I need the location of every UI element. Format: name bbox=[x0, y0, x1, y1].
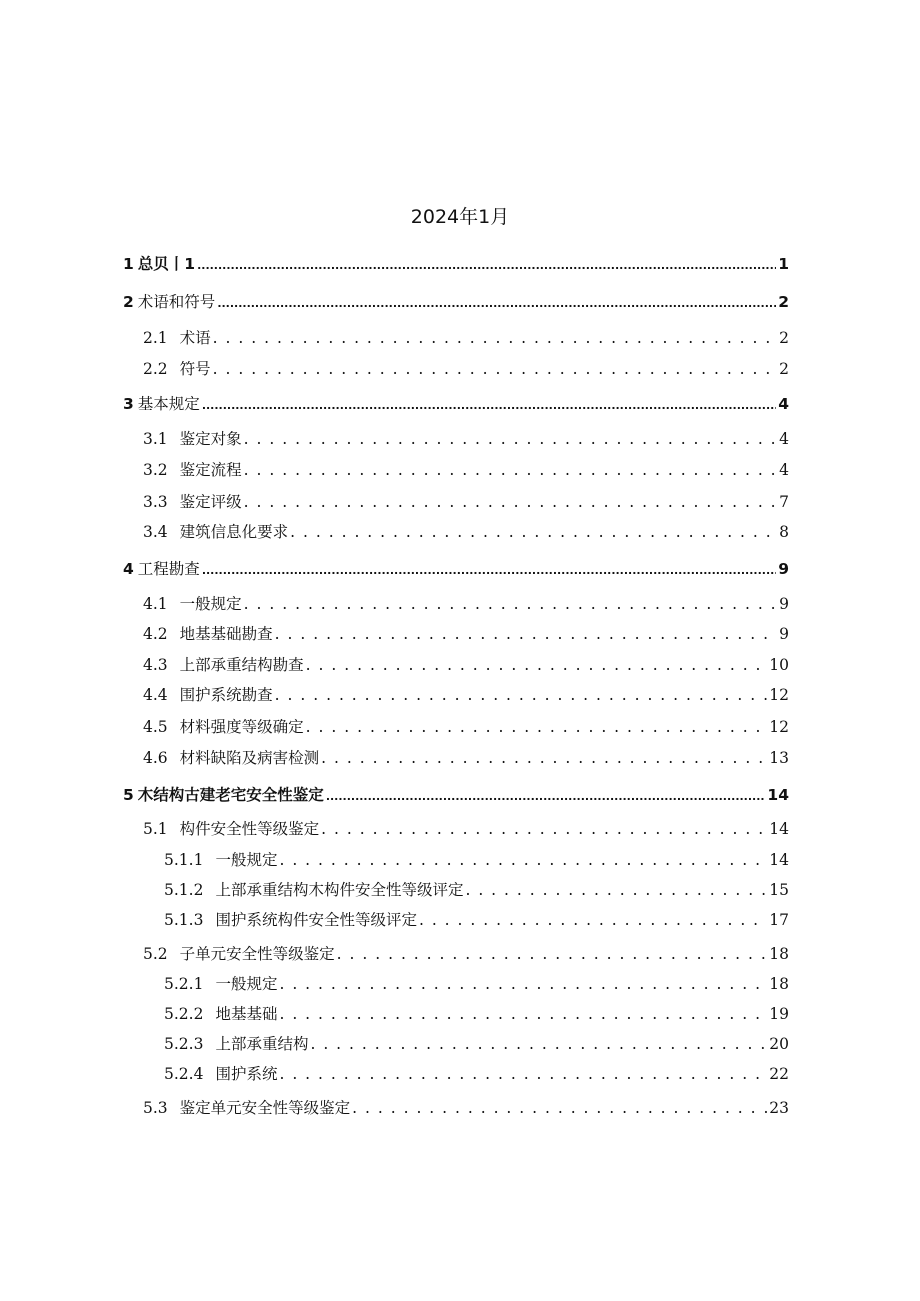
dot-leader bbox=[244, 427, 777, 451]
toc-entry-page-number: 18 bbox=[769, 945, 789, 963]
toc-entry-page-number: 13 bbox=[769, 749, 789, 767]
toc-entry-4-4[interactable] bbox=[143, 683, 789, 707]
dot-leader bbox=[275, 683, 768, 707]
toc-entry-title: 一般规定 bbox=[215, 975, 278, 993]
toc-entry-4-2[interactable] bbox=[143, 622, 789, 646]
dot-leader bbox=[213, 326, 777, 350]
toc-entry-number: 4 bbox=[123, 560, 134, 578]
dot-leader bbox=[306, 653, 768, 677]
toc-entry-page-number: 1 bbox=[778, 255, 789, 273]
toc-entry-4-6[interactable] bbox=[143, 746, 789, 770]
toc-entry-title: 一般规定 bbox=[215, 851, 278, 869]
toc-entry-4[interactable] bbox=[123, 557, 789, 581]
dot-leader bbox=[275, 622, 777, 646]
toc-entry-number: 5.1.2 bbox=[164, 881, 204, 899]
dot-leader bbox=[197, 252, 776, 278]
toc-entry-number: 3.4 bbox=[143, 523, 168, 541]
dot-leader bbox=[337, 942, 768, 966]
toc-entry-number: 4.5 bbox=[143, 718, 168, 736]
toc-entry-number: 5.2.2 bbox=[164, 1005, 204, 1023]
toc-entry-number: 4.1 bbox=[143, 595, 168, 613]
toc-entry-title: 上部承重结构 bbox=[215, 1035, 309, 1053]
dot-leader bbox=[202, 557, 776, 583]
toc-entry-page-number: 17 bbox=[769, 911, 789, 929]
dot-leader bbox=[326, 783, 766, 809]
toc-entry-page-number: 20 bbox=[769, 1035, 789, 1053]
toc-entry-5-2-4[interactable] bbox=[164, 1062, 789, 1086]
toc-entry-2[interactable] bbox=[123, 290, 789, 314]
toc-entry-page-number: 7 bbox=[779, 493, 789, 511]
toc-entry-page-number: 22 bbox=[769, 1065, 789, 1083]
dot-leader bbox=[279, 1002, 767, 1026]
toc-entry-number: 4.3 bbox=[143, 656, 168, 674]
toc-entry-page-number: 23 bbox=[769, 1099, 789, 1117]
toc-entry-title: 围护系统 bbox=[215, 1065, 278, 1083]
toc-entry-page-number: 4 bbox=[779, 461, 789, 479]
dot-leader bbox=[306, 715, 768, 739]
toc-entry-5-1-2[interactable] bbox=[164, 878, 789, 902]
toc-entry-title: 术语和符号 bbox=[137, 293, 216, 311]
toc-entry-number: 2 bbox=[123, 293, 134, 311]
toc-entry-page-number: 18 bbox=[769, 975, 789, 993]
toc-entry-3-2[interactable] bbox=[143, 458, 789, 482]
toc-entry-title: 术语 bbox=[179, 329, 211, 347]
toc-entry-page-number: 4 bbox=[778, 395, 789, 413]
toc-entry-title: 鉴定评级 bbox=[179, 493, 242, 511]
toc-entry-5-1[interactable] bbox=[143, 817, 789, 841]
dot-leader bbox=[244, 490, 777, 514]
toc-entry-title: 木结构古建老宅安全性鉴定 bbox=[137, 786, 324, 804]
toc-entry-page-number: 9 bbox=[779, 595, 789, 613]
toc-entry-number: 5.3 bbox=[143, 1099, 168, 1117]
toc-entry-title: 地基基础勘查 bbox=[179, 625, 273, 643]
toc-entry-title: 材料强度等级确定 bbox=[179, 718, 304, 736]
toc-entry-title: 总贝丨1 bbox=[137, 255, 196, 273]
toc-entry-title: 子单元安全性等级鉴定 bbox=[179, 945, 335, 963]
toc-entry-number: 3.2 bbox=[143, 461, 168, 479]
dot-leader bbox=[279, 1062, 767, 1086]
toc-entry-3-1[interactable] bbox=[143, 427, 789, 451]
toc-entry-number: 2.1 bbox=[143, 329, 168, 347]
toc-entry-title: 工程勘查 bbox=[137, 560, 200, 578]
toc-entry-page-number: 14 bbox=[767, 786, 789, 804]
toc-entry-number: 3.3 bbox=[143, 493, 168, 511]
toc-entry-5[interactable] bbox=[123, 783, 789, 807]
toc-entry-page-number: 2 bbox=[779, 329, 789, 347]
document-date: 2024年1月 bbox=[410, 206, 510, 228]
toc-entry-title: 鉴定单元安全性等级鉴定 bbox=[179, 1099, 351, 1117]
toc-entry-5-1-1[interactable] bbox=[164, 848, 789, 872]
toc-entry-5-3[interactable] bbox=[143, 1096, 789, 1120]
toc-entry-page-number: 9 bbox=[779, 625, 789, 643]
toc-entry-page-number: 14 bbox=[769, 820, 789, 838]
toc-entry-title: 鉴定流程 bbox=[179, 461, 242, 479]
dot-leader bbox=[290, 520, 777, 544]
toc-entry-number: 5.2.4 bbox=[164, 1065, 204, 1083]
toc-entry-number: 5.1.3 bbox=[164, 911, 204, 929]
toc-entry-5-2-3[interactable] bbox=[164, 1032, 789, 1056]
toc-entry-title: 一般规定 bbox=[179, 595, 242, 613]
dot-leader bbox=[279, 972, 767, 996]
toc-entry-3-3[interactable] bbox=[143, 490, 789, 514]
toc-entry-number: 4.4 bbox=[143, 686, 168, 704]
toc-entry-title: 基本规定 bbox=[137, 395, 200, 413]
dot-leader bbox=[213, 357, 777, 381]
toc-entry-number: 5.1 bbox=[143, 820, 168, 838]
toc-entry-4-5[interactable] bbox=[143, 715, 789, 739]
toc-entry-page-number: 12 bbox=[769, 718, 789, 736]
toc-entry-page-number: 9 bbox=[778, 560, 789, 578]
toc-entry-number: 3 bbox=[123, 395, 134, 413]
toc-entry-page-number: 12 bbox=[769, 686, 789, 704]
dot-leader bbox=[279, 848, 767, 872]
toc-entry-4-1[interactable] bbox=[143, 592, 789, 616]
toc-entry-number: 4.2 bbox=[143, 625, 168, 643]
toc-entry-5-2-1[interactable] bbox=[164, 972, 789, 996]
dot-leader bbox=[352, 1096, 767, 1120]
toc-entry-5-1-3[interactable] bbox=[164, 908, 789, 932]
toc-entry-page-number: 10 bbox=[769, 656, 789, 674]
toc-entry-page-number: 19 bbox=[769, 1005, 789, 1023]
dot-leader bbox=[321, 817, 767, 841]
toc-entry-number: 5.2 bbox=[143, 945, 168, 963]
dot-leader bbox=[202, 392, 776, 418]
toc-entry-page-number: 2 bbox=[779, 360, 789, 378]
toc-entry-number: 1 bbox=[123, 255, 134, 273]
toc-entry-number: 5.2.1 bbox=[164, 975, 204, 993]
dot-leader bbox=[321, 746, 767, 770]
toc-entry-title: 地基基础 bbox=[215, 1005, 278, 1023]
toc-entry-title: 构件安全性等级鉴定 bbox=[179, 820, 320, 838]
toc-entry-1[interactable] bbox=[123, 252, 789, 276]
dot-leader bbox=[310, 1032, 767, 1056]
toc-entry-2-2[interactable] bbox=[143, 357, 789, 381]
toc-entry-page-number: 14 bbox=[769, 851, 789, 869]
dot-leader bbox=[217, 290, 776, 316]
toc-entry-page-number: 4 bbox=[779, 430, 789, 448]
toc-entry-5-2-2[interactable] bbox=[164, 1002, 789, 1026]
toc-entry-number: 4.6 bbox=[143, 749, 168, 767]
dot-leader bbox=[244, 592, 777, 616]
toc-entry-page-number: 15 bbox=[769, 881, 789, 899]
toc-entry-title: 围护系统勘查 bbox=[179, 686, 273, 704]
dot-leader bbox=[419, 908, 767, 932]
toc-entry-title: 建筑信息化要求 bbox=[179, 523, 289, 541]
toc-entry-3[interactable] bbox=[123, 392, 789, 416]
toc-entry-title: 材料缺陷及病害检测 bbox=[179, 749, 320, 767]
toc-entry-number: 5.2.3 bbox=[164, 1035, 204, 1053]
toc-entry-title: 鉴定对象 bbox=[179, 430, 242, 448]
toc-entry-number: 5 bbox=[123, 786, 134, 804]
toc-entry-number: 3.1 bbox=[143, 430, 168, 448]
toc-entry-title: 符号 bbox=[179, 360, 211, 378]
toc-entry-3-4[interactable] bbox=[143, 520, 789, 544]
toc-entry-page-number: 8 bbox=[779, 523, 789, 541]
toc-entry-page-number: 2 bbox=[778, 293, 789, 311]
toc-entry-title: 围护系统构件安全性等级评定 bbox=[215, 911, 417, 929]
dot-leader bbox=[244, 458, 777, 482]
toc-entry-number: 5.1.1 bbox=[164, 851, 204, 869]
toc-entry-title: 上部承重结构木构件安全性等级评定 bbox=[215, 881, 464, 899]
toc-entry-number: 2.2 bbox=[143, 360, 168, 378]
toc-entry-4-3[interactable] bbox=[143, 653, 789, 677]
toc-entry-2-1[interactable] bbox=[143, 326, 789, 350]
toc-entry-5-2[interactable] bbox=[143, 942, 789, 966]
dot-leader bbox=[465, 878, 767, 902]
toc-entry-title: 上部承重结构勘查 bbox=[179, 656, 304, 674]
